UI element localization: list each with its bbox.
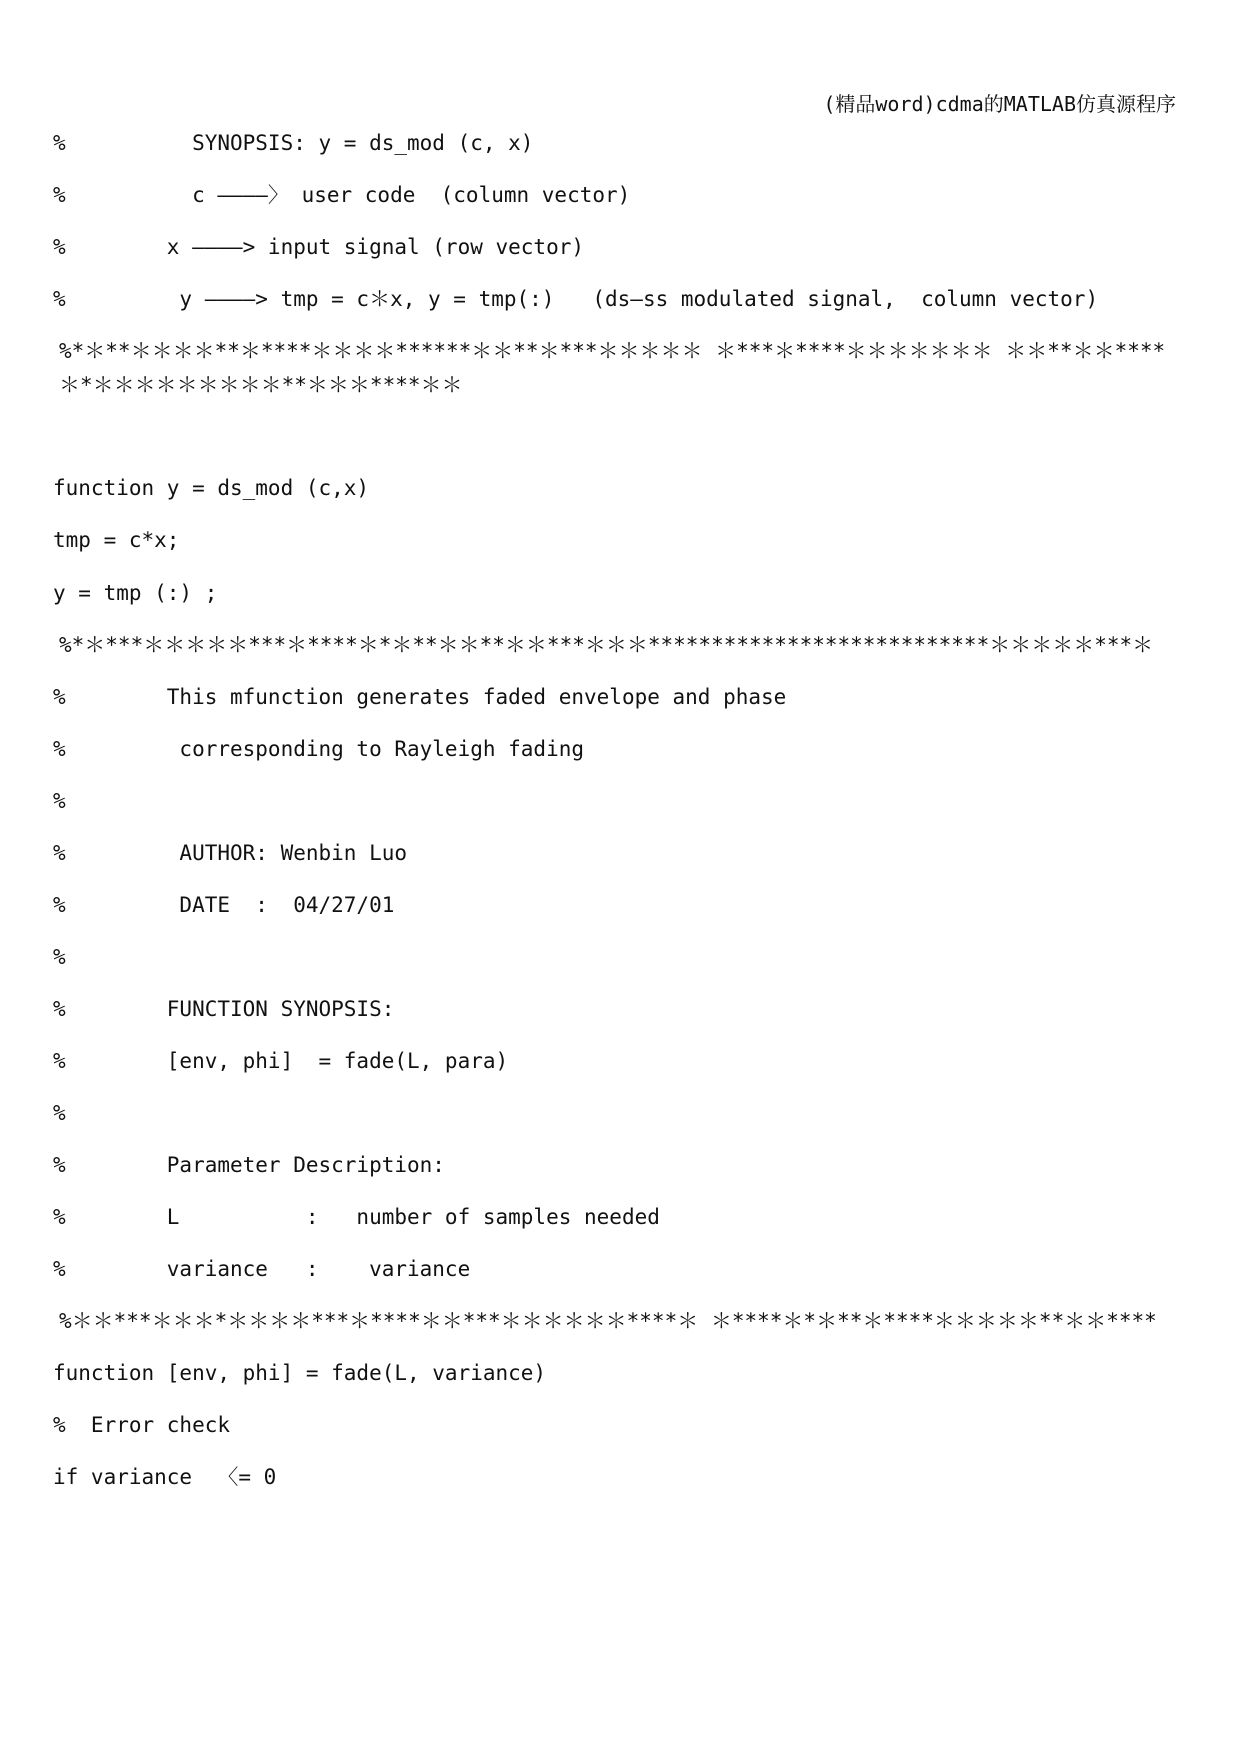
- code-line: % SYNOPSIS: y = ds_mod (c, x): [53, 131, 534, 155]
- code-line: % This mfunction generates faded envelope and phase: [53, 685, 787, 709]
- code-line: %: [53, 789, 66, 813]
- code-line: % c ————〉 user code (column vector): [53, 183, 631, 207]
- code-line: % x ————> input signal (row vector): [53, 235, 585, 259]
- document-header: (精品word)cdma的MATLAB仿真源程序: [823, 92, 1176, 116]
- code-line: y = tmp (:) ;: [53, 581, 218, 605]
- comment-separator: %*＊***＊＊＊＊＊***＊****＊*＊**＊＊**＊＊***＊＊＊***************************＊＊＊＊＊***＊: [59, 633, 1154, 657]
- code-line: function [env, phi] = fade(L, variance): [53, 1361, 547, 1385]
- code-line: % y ————> tmp = c＊x, y = tmp(:) (ds—ss modulated signal, column vector): [53, 287, 1099, 311]
- comment-separator: %＊＊***＊＊＊*＊＊＊＊***＊****＊＊***＊＊＊＊＊＊****＊ ＊****＊*＊**＊****＊＊＊＊＊**＊＊****: [59, 1309, 1157, 1333]
- code-line: % AUTHOR: Wenbin Luo: [53, 841, 408, 865]
- code-line: % DATE : 04/27/01: [53, 893, 395, 917]
- code-line: tmp = c*x;: [53, 528, 180, 552]
- code-line: % variance : variance: [53, 1257, 471, 1281]
- code-line: % L : number of samples needed: [53, 1205, 660, 1229]
- code-line: % FUNCTION SYNOPSIS:: [53, 997, 395, 1021]
- code-line: function y = ds_mod (c,x): [53, 476, 370, 500]
- code-line: %: [53, 945, 66, 969]
- code-line: % [env, phi] = fade(L, para): [53, 1049, 509, 1073]
- comment-separator: %*＊**＊＊＊＊**＊****＊＊＊＊******＊＊**＊***＊＊＊＊＊ ＊***＊****＊＊＊＊＊＊＊ ＊＊**＊＊****＊*＊＊＊＊＊＊＊＊＊**＊＊＊****＊＊: [59, 339, 1166, 397]
- code-line: if variance 〈= 0: [53, 1465, 277, 1489]
- code-line: %: [53, 1101, 66, 1125]
- code-line: % corresponding to Rayleigh fading: [53, 737, 585, 761]
- code-line: % Error check: [53, 1413, 231, 1437]
- code-line: % Parameter Description:: [53, 1153, 445, 1177]
